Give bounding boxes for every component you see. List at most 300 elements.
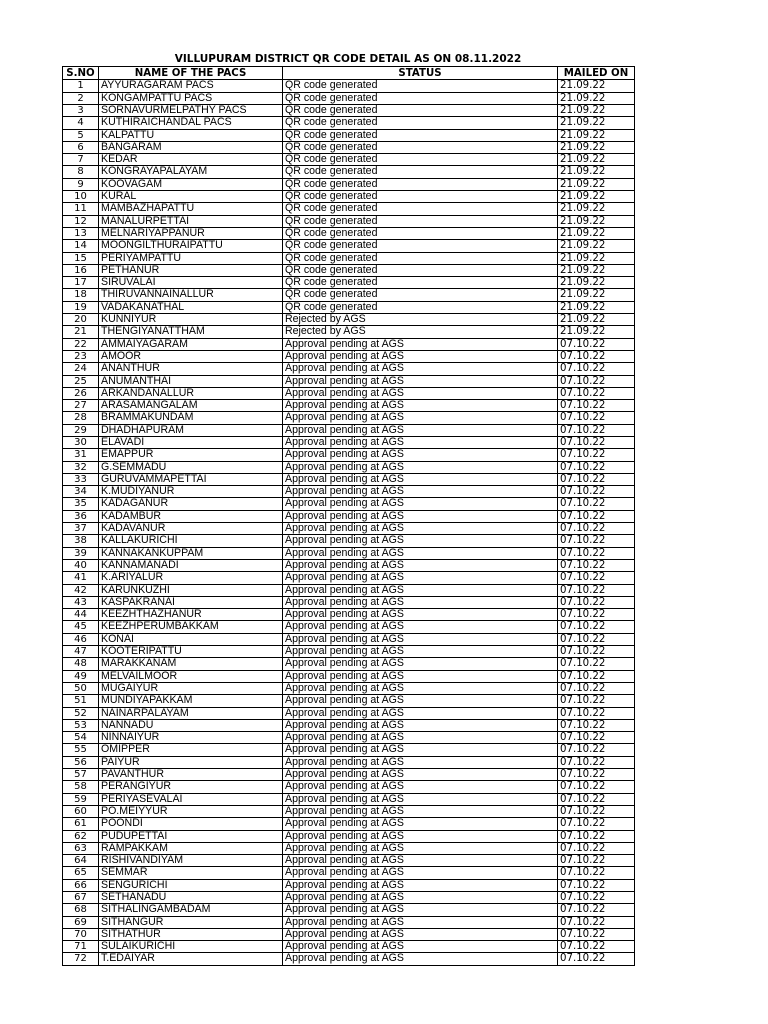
cell-sno: 48 bbox=[63, 658, 99, 670]
table-row bbox=[63, 498, 635, 510]
cell-pacs-name: G.SEMMADU bbox=[99, 461, 283, 473]
table-row bbox=[63, 855, 635, 867]
cell-pacs-name: SEMMAR bbox=[99, 867, 283, 879]
cell-sno: 3 bbox=[63, 104, 99, 116]
table-row bbox=[63, 264, 635, 276]
cell-status: Approval pending at AGS bbox=[283, 412, 558, 424]
cell-status: Approval pending at AGS bbox=[283, 682, 558, 694]
cell-mailed-on: 21.09.22 bbox=[558, 314, 635, 326]
cell-mailed-on: 07.10.22 bbox=[558, 523, 635, 535]
cell-mailed-on: 07.10.22 bbox=[558, 732, 635, 744]
cell-sno: 6 bbox=[63, 141, 99, 153]
table-row bbox=[63, 141, 635, 153]
cell-status: Approval pending at AGS bbox=[283, 732, 558, 744]
cell-sno: 32 bbox=[63, 461, 99, 473]
cell-status: QR code generated bbox=[283, 240, 558, 252]
table-row bbox=[63, 461, 635, 473]
cell-status: Approval pending at AGS bbox=[283, 424, 558, 436]
cell-mailed-on: 07.10.22 bbox=[558, 486, 635, 498]
cell-mailed-on: 07.10.22 bbox=[558, 855, 635, 867]
cell-status: Approval pending at AGS bbox=[283, 547, 558, 559]
cell-status: Approval pending at AGS bbox=[283, 658, 558, 670]
cell-pacs-name: PUDUPETTAI bbox=[99, 830, 283, 842]
cell-sno: 21 bbox=[63, 326, 99, 338]
cell-pacs-name: KEDAR bbox=[99, 154, 283, 166]
cell-mailed-on: 07.10.22 bbox=[558, 461, 635, 473]
cell-pacs-name: SITHATHUR bbox=[99, 928, 283, 940]
cell-mailed-on: 07.10.22 bbox=[558, 510, 635, 522]
cell-mailed-on: 07.10.22 bbox=[558, 473, 635, 485]
table-row bbox=[63, 867, 635, 879]
table-row bbox=[63, 842, 635, 854]
table-row bbox=[63, 805, 635, 817]
cell-sno: 26 bbox=[63, 387, 99, 399]
cell-sno: 2 bbox=[63, 92, 99, 104]
table-row bbox=[63, 92, 635, 104]
cell-sno: 60 bbox=[63, 805, 99, 817]
cell-status: Approval pending at AGS bbox=[283, 461, 558, 473]
table-row bbox=[63, 486, 635, 498]
cell-pacs-name: K.ARIYALUR bbox=[99, 572, 283, 584]
cell-status: Approval pending at AGS bbox=[283, 916, 558, 928]
cell-sno: 15 bbox=[63, 252, 99, 264]
cell-sno: 7 bbox=[63, 154, 99, 166]
cell-status: QR code generated bbox=[283, 301, 558, 313]
cell-status: QR code generated bbox=[283, 154, 558, 166]
cell-sno: 24 bbox=[63, 363, 99, 375]
cell-sno: 56 bbox=[63, 756, 99, 768]
cell-mailed-on: 21.09.22 bbox=[558, 129, 635, 141]
cell-mailed-on: 07.10.22 bbox=[558, 941, 635, 953]
cell-sno: 53 bbox=[63, 719, 99, 731]
cell-sno: 70 bbox=[63, 928, 99, 940]
table-row bbox=[63, 363, 635, 375]
cell-sno: 27 bbox=[63, 400, 99, 412]
table-row bbox=[63, 744, 635, 756]
cell-pacs-name: KANNAKANKUPPAM bbox=[99, 547, 283, 559]
cell-sno: 18 bbox=[63, 289, 99, 301]
cell-mailed-on: 07.10.22 bbox=[558, 670, 635, 682]
cell-sno: 64 bbox=[63, 855, 99, 867]
cell-mailed-on: 07.10.22 bbox=[558, 805, 635, 817]
table-header-row bbox=[63, 67, 635, 80]
cell-mailed-on: 21.09.22 bbox=[558, 215, 635, 227]
table-row bbox=[63, 547, 635, 559]
cell-pacs-name: KUTHIRAICHANDAL PACS bbox=[99, 117, 283, 129]
table-row bbox=[63, 375, 635, 387]
cell-sno: 39 bbox=[63, 547, 99, 559]
table-row bbox=[63, 350, 635, 362]
cell-mailed-on: 21.09.22 bbox=[558, 80, 635, 92]
cell-status: QR code generated bbox=[283, 166, 558, 178]
cell-status: Approval pending at AGS bbox=[283, 941, 558, 953]
cell-status: QR code generated bbox=[283, 104, 558, 116]
cell-mailed-on: 07.10.22 bbox=[558, 412, 635, 424]
cell-pacs-name: NINNAIYUR bbox=[99, 732, 283, 744]
cell-pacs-name: T.EDAIYAR bbox=[99, 953, 283, 965]
cell-sno: 59 bbox=[63, 793, 99, 805]
table-row bbox=[63, 756, 635, 768]
cell-sno: 13 bbox=[63, 227, 99, 239]
cell-status: Approval pending at AGS bbox=[283, 375, 558, 387]
cell-sno: 47 bbox=[63, 646, 99, 658]
cell-status: QR code generated bbox=[283, 117, 558, 129]
cell-sno: 5 bbox=[63, 129, 99, 141]
cell-mailed-on: 21.09.22 bbox=[558, 301, 635, 313]
cell-mailed-on: 21.09.22 bbox=[558, 92, 635, 104]
table-row bbox=[63, 719, 635, 731]
table-row bbox=[63, 191, 635, 203]
cell-mailed-on: 21.09.22 bbox=[558, 166, 635, 178]
cell-status: Approval pending at AGS bbox=[283, 707, 558, 719]
cell-pacs-name: KASPAKRANAI bbox=[99, 596, 283, 608]
cell-mailed-on: 07.10.22 bbox=[558, 596, 635, 608]
cell-status: Approval pending at AGS bbox=[283, 719, 558, 731]
cell-pacs-name: KADAVANUR bbox=[99, 523, 283, 535]
cell-mailed-on: 07.10.22 bbox=[558, 498, 635, 510]
cell-sno: 63 bbox=[63, 842, 99, 854]
cell-status: Approval pending at AGS bbox=[283, 498, 558, 510]
cell-status: Approval pending at AGS bbox=[283, 400, 558, 412]
table-row bbox=[63, 781, 635, 793]
table-row bbox=[63, 559, 635, 571]
table-row bbox=[63, 314, 635, 326]
cell-mailed-on: 07.10.22 bbox=[558, 953, 635, 965]
table-row bbox=[63, 166, 635, 178]
table-row bbox=[63, 682, 635, 694]
cell-status: Approval pending at AGS bbox=[283, 486, 558, 498]
cell-sno: 61 bbox=[63, 818, 99, 830]
cell-status: QR code generated bbox=[283, 289, 558, 301]
cell-status: Approval pending at AGS bbox=[283, 584, 558, 596]
cell-status: Approval pending at AGS bbox=[283, 633, 558, 645]
cell-status: Approval pending at AGS bbox=[283, 535, 558, 547]
cell-pacs-name: RISHIVANDIYAM bbox=[99, 855, 283, 867]
cell-status: Approval pending at AGS bbox=[283, 953, 558, 965]
cell-pacs-name: KALLAKURICHI bbox=[99, 535, 283, 547]
column-header-sno: S.NO bbox=[63, 67, 99, 80]
cell-sno: 51 bbox=[63, 695, 99, 707]
cell-pacs-name: SITHALINGAMBADAM bbox=[99, 904, 283, 916]
cell-pacs-name: KADAGANUR bbox=[99, 498, 283, 510]
cell-pacs-name: BRAMMAKUNDAM bbox=[99, 412, 283, 424]
cell-status: Approval pending at AGS bbox=[283, 879, 558, 891]
document-title: VILLUPURAM DISTRICT QR CODE DETAIL AS ON 08.11.2022 bbox=[174, 53, 522, 65]
cell-mailed-on: 07.10.22 bbox=[558, 744, 635, 756]
table-row bbox=[63, 830, 635, 842]
cell-sno: 1 bbox=[63, 80, 99, 92]
cell-status: Approval pending at AGS bbox=[283, 744, 558, 756]
table-row bbox=[63, 449, 635, 461]
cell-sno: 35 bbox=[63, 498, 99, 510]
cell-mailed-on: 07.10.22 bbox=[558, 818, 635, 830]
cell-status: Approval pending at AGS bbox=[283, 572, 558, 584]
cell-sno: 34 bbox=[63, 486, 99, 498]
cell-pacs-name: DHADHAPURAM bbox=[99, 424, 283, 436]
cell-sno: 36 bbox=[63, 510, 99, 522]
cell-pacs-name: ELAVADI bbox=[99, 437, 283, 449]
table-row bbox=[63, 646, 635, 658]
cell-mailed-on: 07.10.22 bbox=[558, 535, 635, 547]
cell-sno: 55 bbox=[63, 744, 99, 756]
cell-pacs-name: MELVAILMOOR bbox=[99, 670, 283, 682]
table-row bbox=[63, 941, 635, 953]
cell-status: QR code generated bbox=[283, 141, 558, 153]
table-row bbox=[63, 904, 635, 916]
cell-mailed-on: 07.10.22 bbox=[558, 437, 635, 449]
cell-mailed-on: 07.10.22 bbox=[558, 879, 635, 891]
cell-pacs-name: SETHANADU bbox=[99, 891, 283, 903]
cell-mailed-on: 21.09.22 bbox=[558, 104, 635, 116]
cell-status: Approval pending at AGS bbox=[283, 769, 558, 781]
cell-pacs-name: KONAI bbox=[99, 633, 283, 645]
cell-mailed-on: 07.10.22 bbox=[558, 338, 635, 350]
cell-pacs-name: NANNADU bbox=[99, 719, 283, 731]
cell-mailed-on: 07.10.22 bbox=[558, 621, 635, 633]
cell-status: Approval pending at AGS bbox=[283, 449, 558, 461]
cell-sno: 30 bbox=[63, 437, 99, 449]
table-row bbox=[63, 633, 635, 645]
table-row bbox=[63, 203, 635, 215]
cell-mailed-on: 07.10.22 bbox=[558, 547, 635, 559]
cell-sno: 33 bbox=[63, 473, 99, 485]
cell-mailed-on: 07.10.22 bbox=[558, 842, 635, 854]
cell-mailed-on: 07.10.22 bbox=[558, 350, 635, 362]
cell-sno: 50 bbox=[63, 682, 99, 694]
cell-pacs-name: POONDI bbox=[99, 818, 283, 830]
cell-sno: 67 bbox=[63, 891, 99, 903]
cell-sno: 42 bbox=[63, 584, 99, 596]
cell-status: QR code generated bbox=[283, 227, 558, 239]
cell-mailed-on: 07.10.22 bbox=[558, 400, 635, 412]
cell-status: Approval pending at AGS bbox=[283, 830, 558, 842]
cell-status: Approval pending at AGS bbox=[283, 510, 558, 522]
cell-mailed-on: 21.09.22 bbox=[558, 277, 635, 289]
cell-pacs-name: PERANGIYUR bbox=[99, 781, 283, 793]
cell-sno: 9 bbox=[63, 178, 99, 190]
cell-pacs-name: PO.MEIYYUR bbox=[99, 805, 283, 817]
cell-sno: 58 bbox=[63, 781, 99, 793]
cell-status: Approval pending at AGS bbox=[283, 350, 558, 362]
cell-pacs-name: RAMPAKKAM bbox=[99, 842, 283, 854]
cell-mailed-on: 07.10.22 bbox=[558, 375, 635, 387]
table-row bbox=[63, 596, 635, 608]
cell-sno: 23 bbox=[63, 350, 99, 362]
cell-mailed-on: 07.10.22 bbox=[558, 891, 635, 903]
cell-mailed-on: 07.10.22 bbox=[558, 633, 635, 645]
table-row bbox=[63, 658, 635, 670]
cell-mailed-on: 07.10.22 bbox=[558, 928, 635, 940]
cell-status: Approval pending at AGS bbox=[283, 842, 558, 854]
cell-pacs-name: KOOVAGAM bbox=[99, 178, 283, 190]
cell-mailed-on: 21.09.22 bbox=[558, 191, 635, 203]
table-row bbox=[63, 178, 635, 190]
cell-status: Approval pending at AGS bbox=[283, 646, 558, 658]
cell-mailed-on: 07.10.22 bbox=[558, 572, 635, 584]
table-row bbox=[63, 277, 635, 289]
table-row bbox=[63, 670, 635, 682]
cell-mailed-on: 07.10.22 bbox=[558, 867, 635, 879]
cell-status: Approval pending at AGS bbox=[283, 695, 558, 707]
cell-status: Approval pending at AGS bbox=[283, 756, 558, 768]
cell-status: QR code generated bbox=[283, 92, 558, 104]
cell-pacs-name: KALPATTU bbox=[99, 129, 283, 141]
cell-status: Approval pending at AGS bbox=[283, 523, 558, 535]
cell-pacs-name: SITHANGUR bbox=[99, 916, 283, 928]
cell-pacs-name: KOOTERIPATTU bbox=[99, 646, 283, 658]
table-row bbox=[63, 953, 635, 965]
cell-pacs-name: ANUMANTHAI bbox=[99, 375, 283, 387]
cell-sno: 25 bbox=[63, 375, 99, 387]
cell-pacs-name: SORNAVURMELPATHY PACS bbox=[99, 104, 283, 116]
cell-pacs-name: MUGAIYUR bbox=[99, 682, 283, 694]
cell-mailed-on: 07.10.22 bbox=[558, 609, 635, 621]
cell-status: Approval pending at AGS bbox=[283, 891, 558, 903]
cell-pacs-name: AMOOR bbox=[99, 350, 283, 362]
cell-sno: 20 bbox=[63, 314, 99, 326]
table-row bbox=[63, 879, 635, 891]
cell-pacs-name: MUNDIYAPAKKAM bbox=[99, 695, 283, 707]
cell-pacs-name: KANNAMANADI bbox=[99, 559, 283, 571]
table-body bbox=[63, 80, 635, 965]
cell-pacs-name: PAIYUR bbox=[99, 756, 283, 768]
table-row bbox=[63, 916, 635, 928]
table-row bbox=[63, 104, 635, 116]
cell-sno: 71 bbox=[63, 941, 99, 953]
cell-pacs-name: KEEZHTHAZHANUR bbox=[99, 609, 283, 621]
table-row bbox=[63, 793, 635, 805]
cell-status: Approval pending at AGS bbox=[283, 904, 558, 916]
cell-mailed-on: 07.10.22 bbox=[558, 916, 635, 928]
cell-status: Approval pending at AGS bbox=[283, 387, 558, 399]
cell-sno: 8 bbox=[63, 166, 99, 178]
table-row bbox=[63, 338, 635, 350]
cell-sno: 14 bbox=[63, 240, 99, 252]
cell-mailed-on: 07.10.22 bbox=[558, 756, 635, 768]
cell-status: QR code generated bbox=[283, 215, 558, 227]
table-row bbox=[63, 252, 635, 264]
cell-mailed-on: 07.10.22 bbox=[558, 904, 635, 916]
table-row bbox=[63, 891, 635, 903]
table-row bbox=[63, 535, 635, 547]
cell-sno: 29 bbox=[63, 424, 99, 436]
cell-mailed-on: 21.09.22 bbox=[558, 326, 635, 338]
table-row bbox=[63, 424, 635, 436]
cell-pacs-name: ARASAMANGALAM bbox=[99, 400, 283, 412]
cell-mailed-on: 07.10.22 bbox=[558, 781, 635, 793]
cell-pacs-name: KONGRAYAPALAYAM bbox=[99, 166, 283, 178]
table-row bbox=[63, 215, 635, 227]
cell-status: Approval pending at AGS bbox=[283, 793, 558, 805]
table-row bbox=[63, 80, 635, 92]
cell-sno: 57 bbox=[63, 769, 99, 781]
column-header-pacs-name: NAME OF THE PACS bbox=[99, 67, 283, 80]
cell-status: Approval pending at AGS bbox=[283, 781, 558, 793]
cell-pacs-name: ARKANDANALLUR bbox=[99, 387, 283, 399]
cell-status: QR code generated bbox=[283, 129, 558, 141]
cell-sno: 72 bbox=[63, 953, 99, 965]
cell-pacs-name: THIRUVANNAINALLUR bbox=[99, 289, 283, 301]
cell-pacs-name: GURUVAMMAPETTAI bbox=[99, 473, 283, 485]
cell-mailed-on: 07.10.22 bbox=[558, 682, 635, 694]
table-row bbox=[63, 289, 635, 301]
cell-sno: 44 bbox=[63, 609, 99, 621]
cell-pacs-name: THENGIYANATTHAM bbox=[99, 326, 283, 338]
cell-sno: 46 bbox=[63, 633, 99, 645]
cell-pacs-name: NAINARPALAYAM bbox=[99, 707, 283, 719]
cell-sno: 69 bbox=[63, 916, 99, 928]
cell-pacs-name: SIRUVALAI bbox=[99, 277, 283, 289]
table-row bbox=[63, 387, 635, 399]
table-row bbox=[63, 326, 635, 338]
cell-sno: 22 bbox=[63, 338, 99, 350]
cell-mailed-on: 21.09.22 bbox=[558, 289, 635, 301]
cell-status: Approval pending at AGS bbox=[283, 867, 558, 879]
cell-pacs-name: OMIPPER bbox=[99, 744, 283, 756]
table-row bbox=[63, 695, 635, 707]
cell-pacs-name: MOONGILTHURAIPATTU bbox=[99, 240, 283, 252]
table-row bbox=[63, 301, 635, 313]
cell-status: Approval pending at AGS bbox=[283, 437, 558, 449]
column-header-mailed-on: MAILED ON bbox=[558, 67, 635, 80]
cell-status: QR code generated bbox=[283, 277, 558, 289]
cell-pacs-name: MAMBAZHAPATTU bbox=[99, 203, 283, 215]
cell-sno: 38 bbox=[63, 535, 99, 547]
table-row bbox=[63, 769, 635, 781]
cell-pacs-name: PAVANTHUR bbox=[99, 769, 283, 781]
cell-pacs-name: PERIYASEVALAI bbox=[99, 793, 283, 805]
cell-mailed-on: 21.09.22 bbox=[558, 178, 635, 190]
cell-pacs-name: KONGAMPATTU PACS bbox=[99, 92, 283, 104]
cell-pacs-name: PETHANUR bbox=[99, 264, 283, 276]
cell-sno: 49 bbox=[63, 670, 99, 682]
table-row bbox=[63, 707, 635, 719]
cell-pacs-name: KEEZHPERUMBAKKAM bbox=[99, 621, 283, 633]
cell-mailed-on: 07.10.22 bbox=[558, 695, 635, 707]
table-row bbox=[63, 117, 635, 129]
cell-pacs-name: KARUNKUZHI bbox=[99, 584, 283, 596]
cell-status: Approval pending at AGS bbox=[283, 596, 558, 608]
cell-pacs-name: KURAL bbox=[99, 191, 283, 203]
cell-status: QR code generated bbox=[283, 203, 558, 215]
cell-pacs-name: SULAIKURICHI bbox=[99, 941, 283, 953]
cell-pacs-name: ANANTHUR bbox=[99, 363, 283, 375]
cell-pacs-name: BANGARAM bbox=[99, 141, 283, 153]
cell-sno: 31 bbox=[63, 449, 99, 461]
cell-mailed-on: 21.09.22 bbox=[558, 117, 635, 129]
cell-status: QR code generated bbox=[283, 178, 558, 190]
cell-sno: 16 bbox=[63, 264, 99, 276]
cell-pacs-name: MANALURPETTAI bbox=[99, 215, 283, 227]
cell-mailed-on: 21.09.22 bbox=[558, 240, 635, 252]
cell-status: QR code generated bbox=[283, 191, 558, 203]
table-row bbox=[63, 437, 635, 449]
cell-mailed-on: 21.09.22 bbox=[558, 252, 635, 264]
cell-pacs-name: MELNARIYAPPANUR bbox=[99, 227, 283, 239]
cell-sno: 41 bbox=[63, 572, 99, 584]
cell-pacs-name: PERIYAMPATTU bbox=[99, 252, 283, 264]
cell-sno: 65 bbox=[63, 867, 99, 879]
cell-sno: 17 bbox=[63, 277, 99, 289]
cell-pacs-name: KADAMBUR bbox=[99, 510, 283, 522]
table-row bbox=[63, 400, 635, 412]
qr-code-status-table bbox=[62, 66, 635, 966]
table-row bbox=[63, 523, 635, 535]
cell-status: Approval pending at AGS bbox=[283, 855, 558, 867]
cell-pacs-name: AYYURAGARAM PACS bbox=[99, 80, 283, 92]
cell-status: Rejected by AGS bbox=[283, 314, 558, 326]
cell-mailed-on: 07.10.22 bbox=[558, 646, 635, 658]
